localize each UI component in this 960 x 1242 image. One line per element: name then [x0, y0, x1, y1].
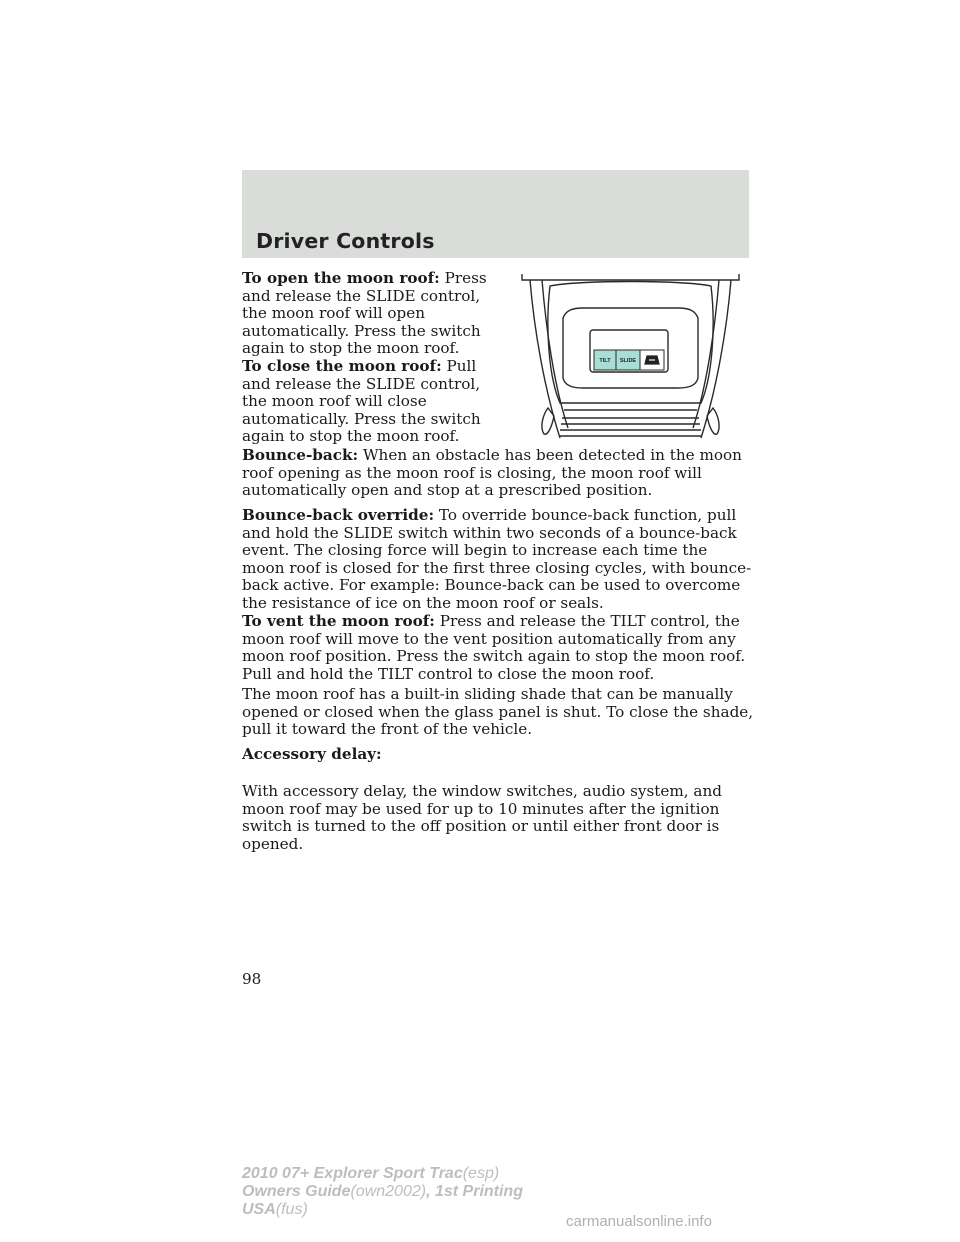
- lead-close: To close the moon roof:: [242, 357, 442, 375]
- text-close: Pull and release the SLIDE control, the moon roof will close automatically. Press the switch again to stop the moon roof.: [242, 357, 481, 446]
- lead-vent: To vent the moon roof:: [242, 612, 435, 630]
- moonroof-icon: [645, 356, 659, 364]
- footer-guide: Owners Guide: [242, 1183, 351, 1200]
- paragraph-close: [242, 358, 497, 446]
- lead-bounce-back: Bounce-back:: [242, 446, 359, 464]
- paragraph-vent: [242, 613, 754, 683]
- paragraph-bounce-back: [242, 447, 754, 500]
- paragraph-bounce-back-override: [242, 507, 754, 613]
- footer-printing: , 1st Printing: [426, 1183, 523, 1200]
- lead-open: To open the moon roof:: [242, 269, 440, 287]
- slide-label: SLIDE: [619, 358, 637, 364]
- footer-model: 2010 07+ Explorer Sport Trac: [242, 1165, 463, 1182]
- footer-market-code: (fus): [275, 1201, 308, 1218]
- moonroof-control-figure: [518, 268, 743, 450]
- footer-market: USA: [242, 1201, 276, 1218]
- footer-guide-code: (own2002): [350, 1183, 427, 1200]
- page-title: Driver Controls: [256, 229, 435, 253]
- text-accessory: With accessory delay, the window switches, audio system, and moon roof may be used for up to 10 minutes after the ignition switch is turned to the off position or until either front door is opened.: [242, 782, 722, 853]
- lead-accessory: Accessory delay:: [242, 745, 382, 763]
- tilt-label: TILT: [599, 358, 611, 364]
- paragraph-shade: [242, 686, 754, 739]
- paragraph-accessory: [242, 783, 754, 853]
- footer-model-code: (esp): [462, 1165, 500, 1182]
- text-open: Press and release the SLIDE control, the moon roof will open automatically. Press the switch again to stop the moon roof.: [242, 269, 487, 358]
- page-number: 98: [242, 970, 262, 988]
- lead-override: Bounce-back override:: [242, 506, 435, 524]
- text-vent: Press and release the TILT control, the moon roof will move to the vent position automatically from any moon roof position. Press the switch again to stop the moon roof. Pull and hold the TILT control to close the moon roof.: [242, 612, 746, 683]
- footer: [242, 1165, 523, 1219]
- text-override: To override bounce-back function, pull and hold the SLIDE switch within two seconds of a bounce-back event. The closing force will begin to increase each time the moon roof is closed for the first three closing cycles, with bounce-back active. For example: Bounce-back can be used to overcome the resistance of ice on the moon roof or seals.: [242, 506, 752, 612]
- paragraph-open: [242, 270, 497, 358]
- text-shade: The moon roof has a built-in sliding shade that can be manually opened or closed when the glass panel is shut. To close the shade, pull it toward the front of the vehicle.: [242, 685, 754, 739]
- text-bounce-back: When an obstacle has been detected in the moon roof opening as the moon roof is closing, the moon roof will automatically open and stop at a prescribed position.: [242, 446, 742, 500]
- paragraph-accessory-heading: [242, 746, 754, 764]
- watermark: carmanualsonline.info: [566, 1213, 712, 1230]
